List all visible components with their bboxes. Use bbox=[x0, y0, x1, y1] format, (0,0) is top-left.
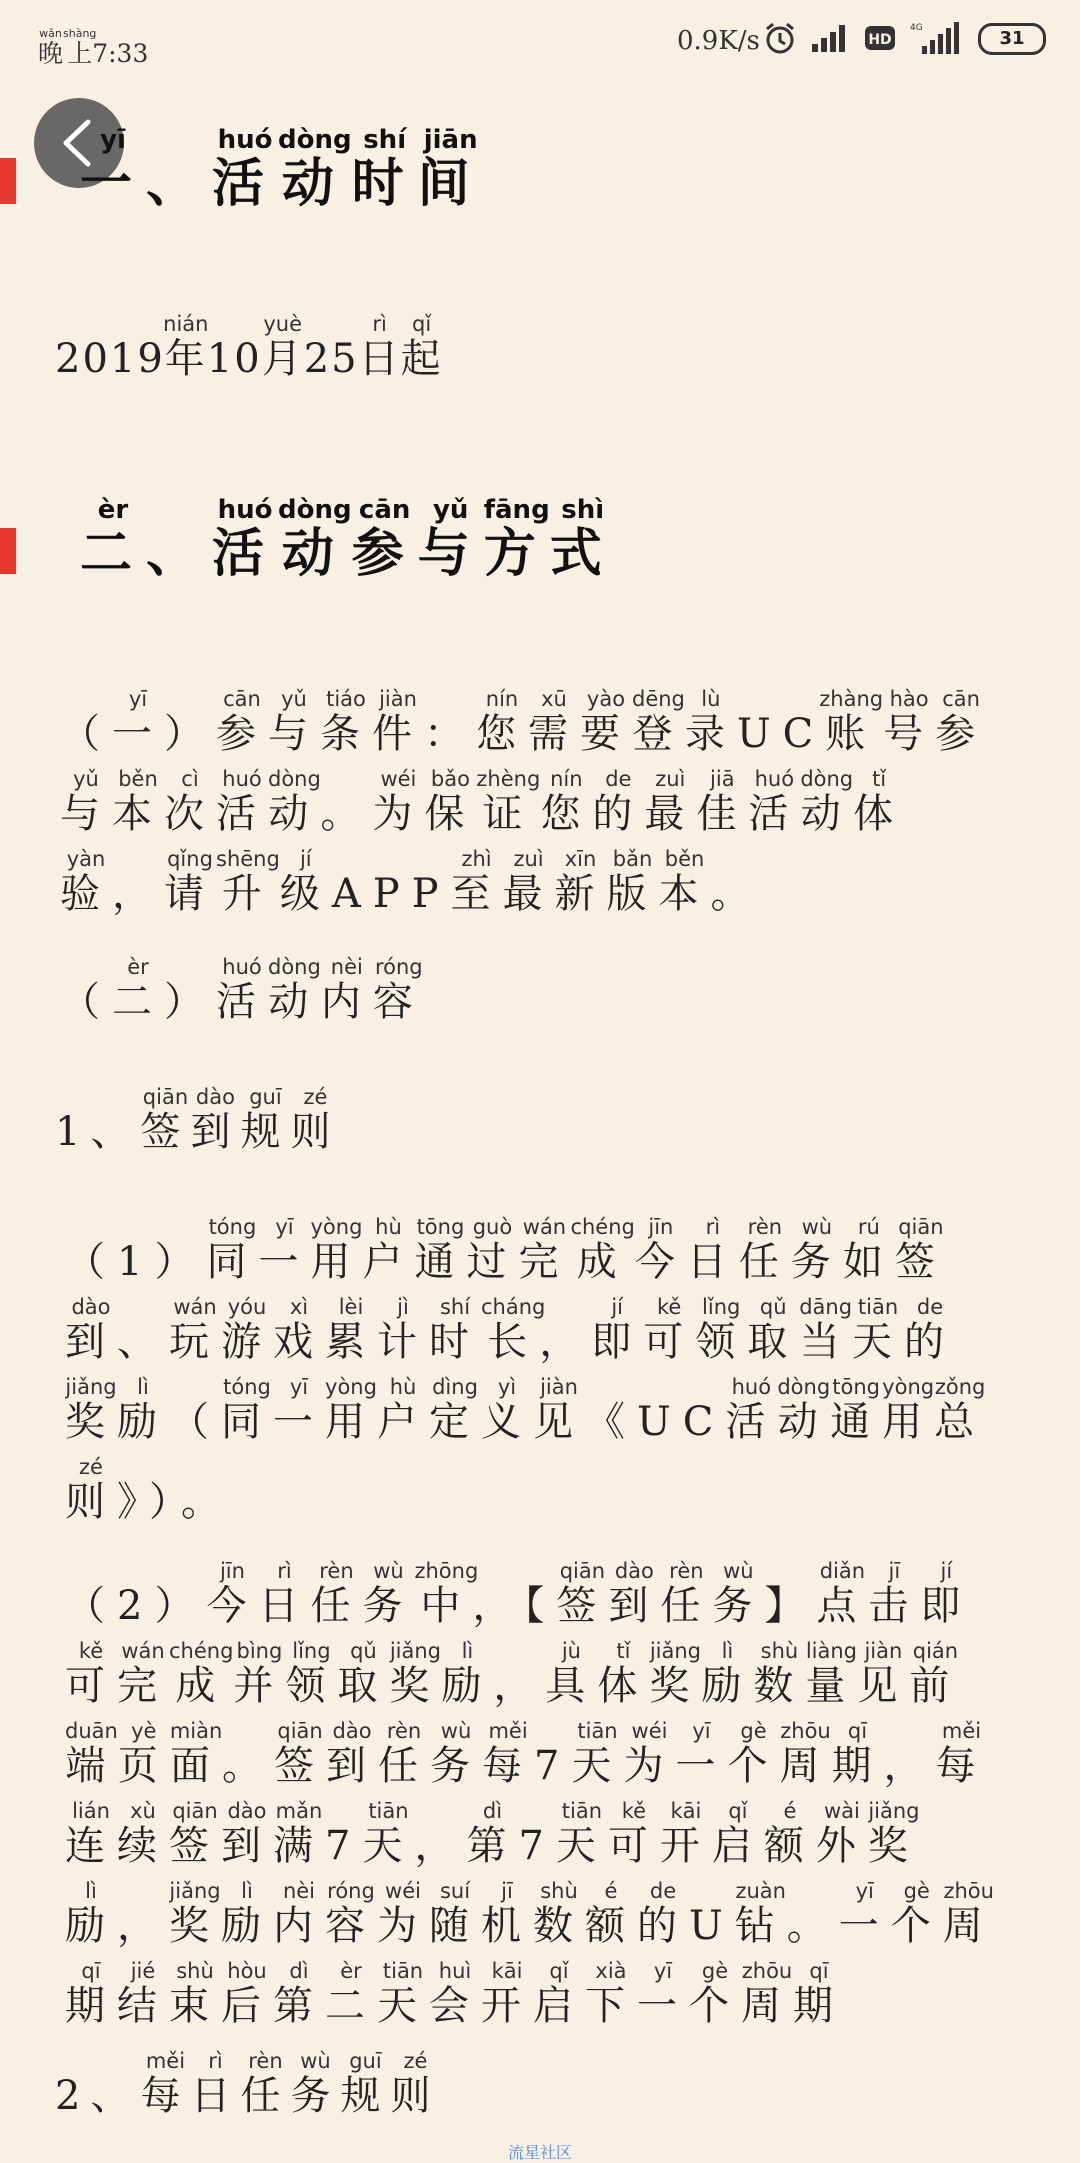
char-with-pinyin: 今jīn bbox=[634, 1215, 687, 1285]
char-with-pinyin: 间jiān bbox=[417, 125, 484, 214]
char-with-pinyin: 晚wǎn bbox=[38, 27, 64, 68]
char-with-pinyin: 第dì bbox=[466, 1799, 519, 1869]
char-with-pinyin: 务wù bbox=[362, 1559, 415, 1629]
char-with-pinyin: 新xīn bbox=[554, 847, 607, 917]
char-with-pinyin: 领lǐng bbox=[285, 1639, 338, 1709]
plain-text: 2019 bbox=[55, 336, 165, 382]
char-with-pinyin: 保bǎo bbox=[424, 767, 477, 837]
plain-text: 】 bbox=[764, 1583, 817, 1629]
hd-icon bbox=[864, 22, 896, 54]
char-with-pinyin: 义yì bbox=[481, 1375, 533, 1445]
char-with-pinyin: 签qiān bbox=[169, 1799, 221, 1869]
char-with-pinyin: 续xù bbox=[117, 1799, 169, 1869]
status-time-period bbox=[38, 27, 97, 68]
char-with-pinyin: 的de bbox=[904, 1295, 957, 1365]
char-with-pinyin: 签qiān bbox=[140, 1085, 191, 1155]
char-with-pinyin: 奖jiǎng bbox=[867, 1799, 920, 1869]
char-with-pinyin: 励lì bbox=[65, 1879, 117, 1949]
char-with-pinyin: 式shì bbox=[549, 495, 616, 584]
char-with-pinyin: 额é bbox=[585, 1879, 637, 1949]
char-with-pinyin: 开kāi bbox=[659, 1799, 712, 1869]
participation-conditions bbox=[60, 687, 988, 930]
char-with-pinyin: 今jīn bbox=[206, 1559, 259, 1629]
char-with-pinyin: 二èr bbox=[112, 955, 164, 1025]
plain-text: 7 bbox=[534, 1743, 572, 1789]
plain-text: ， bbox=[112, 871, 164, 917]
char-with-pinyin: 下xià bbox=[585, 1959, 637, 2029]
char-with-pinyin: 为wéi bbox=[372, 767, 425, 837]
char-with-pinyin: 端duān bbox=[65, 1719, 118, 1789]
char-with-pinyin: 级jí bbox=[279, 847, 332, 917]
char-with-pinyin: 内nèi bbox=[273, 1879, 325, 1949]
char-with-pinyin: 连lián bbox=[65, 1799, 117, 1869]
char-with-pinyin: 务wù bbox=[790, 1215, 843, 1285]
char-with-pinyin: 起qǐ bbox=[400, 312, 443, 382]
plain-text: 。 bbox=[710, 871, 763, 917]
char-with-pinyin: 过guò bbox=[466, 1215, 519, 1285]
section-marker-2 bbox=[0, 528, 16, 574]
char-with-pinyin: 玩wán bbox=[169, 1295, 221, 1365]
signal-icon bbox=[810, 22, 852, 54]
char-with-pinyin: 取qǔ bbox=[747, 1295, 800, 1365]
plain-text: ， bbox=[414, 1823, 467, 1869]
char-with-pinyin: 时shí bbox=[351, 125, 418, 214]
char-with-pinyin: 任rèn bbox=[738, 1215, 791, 1285]
char-with-pinyin: 参cān bbox=[935, 687, 988, 757]
char-with-pinyin: 账zhàng bbox=[819, 687, 884, 757]
plain-text: ， bbox=[493, 1663, 546, 1709]
char-with-pinyin: 日rì bbox=[190, 2049, 241, 2119]
char-with-pinyin: 活huó bbox=[212, 495, 279, 584]
plain-text: ， bbox=[539, 1319, 592, 1365]
char-with-pinyin: 开kāi bbox=[481, 1959, 533, 2029]
text-line bbox=[65, 1215, 986, 1298]
char-with-pinyin: 并bìng bbox=[233, 1639, 286, 1709]
char-with-pinyin: 次cì bbox=[164, 767, 216, 837]
char-with-pinyin: 时shí bbox=[429, 1295, 481, 1365]
char-with-pinyin: 点diǎn bbox=[816, 1559, 869, 1629]
char-with-pinyin: 任rèn bbox=[660, 1559, 713, 1629]
4g-signal-icon bbox=[908, 20, 962, 56]
char-with-pinyin: 动dòng bbox=[278, 495, 352, 584]
char-with-pinyin: 当dāng bbox=[799, 1295, 853, 1365]
char-with-pinyin: 最zuì bbox=[644, 767, 697, 837]
alarm-icon bbox=[762, 20, 798, 56]
char-with-pinyin: 完wán bbox=[518, 1215, 571, 1285]
char-with-pinyin: 则zé bbox=[390, 2049, 441, 2119]
char-with-pinyin: 任rèn bbox=[310, 1559, 363, 1629]
char-with-pinyin: 可kě bbox=[607, 1799, 660, 1869]
char-with-pinyin: 周zhōu bbox=[741, 1959, 793, 2029]
char-with-pinyin: 通tōng bbox=[414, 1215, 467, 1285]
char-with-pinyin: 活huó bbox=[216, 955, 268, 1025]
char-with-pinyin: 同tóng bbox=[206, 1215, 259, 1285]
char-with-pinyin: 一yī bbox=[637, 1959, 689, 2029]
char-with-pinyin: 会huì bbox=[429, 1959, 481, 2029]
text-line bbox=[60, 847, 987, 930]
char-with-pinyin: 启qǐ bbox=[711, 1799, 764, 1869]
char-with-pinyin: 到dào bbox=[65, 1295, 117, 1365]
plain-text: 、 bbox=[117, 1319, 169, 1365]
text-line bbox=[65, 1719, 995, 1802]
char-with-pinyin: 个gè bbox=[689, 1959, 741, 2029]
char-with-pinyin: 后hòu bbox=[221, 1959, 273, 2029]
char-with-pinyin: 束shù bbox=[169, 1959, 221, 2029]
char-with-pinyin: 长cháng bbox=[481, 1295, 546, 1365]
char-with-pinyin: 一yī bbox=[838, 1879, 891, 1949]
char-with-pinyin: 面miàn bbox=[169, 1719, 223, 1789]
char-with-pinyin: 天tiān bbox=[362, 1799, 415, 1869]
char-with-pinyin: 容róng bbox=[325, 1879, 377, 1949]
plain-text: 。 bbox=[320, 791, 373, 837]
plain-text: ： bbox=[424, 711, 476, 757]
char-with-pinyin: 条tiáo bbox=[320, 687, 372, 757]
char-with-pinyin: 即jí bbox=[591, 1295, 644, 1365]
char-with-pinyin: 期qī bbox=[793, 1959, 845, 2029]
char-with-pinyin: 同tóng bbox=[221, 1375, 273, 1445]
char-with-pinyin: 外wài bbox=[815, 1799, 868, 1869]
char-with-pinyin: 如rú bbox=[842, 1215, 895, 1285]
plain-text: UC bbox=[736, 711, 826, 757]
char-with-pinyin: 的de bbox=[637, 1879, 689, 1949]
char-with-pinyin: 钻zuàn bbox=[734, 1879, 787, 1949]
char-with-pinyin: 到dào bbox=[326, 1719, 379, 1789]
char-with-pinyin: 活huó bbox=[212, 125, 279, 214]
char-with-pinyin: 数shù bbox=[753, 1639, 806, 1709]
char-with-pinyin: 励lì bbox=[117, 1375, 169, 1445]
char-with-pinyin: 额é bbox=[763, 1799, 816, 1869]
char-with-pinyin: 月yuè bbox=[261, 312, 304, 382]
text-line bbox=[65, 1455, 986, 1538]
char-with-pinyin: 每měi bbox=[482, 1719, 535, 1789]
section-heading-1 bbox=[80, 125, 484, 216]
char-with-pinyin: 参cān bbox=[216, 687, 268, 757]
status-time bbox=[38, 28, 148, 70]
text-line bbox=[65, 1639, 995, 1722]
char-with-pinyin: 天tiān bbox=[852, 1295, 905, 1365]
char-with-pinyin: 用yòng bbox=[310, 1215, 363, 1285]
char-with-pinyin: 游yóu bbox=[221, 1295, 273, 1365]
plain-text: 25 bbox=[303, 336, 359, 382]
plain-text: （ bbox=[60, 979, 112, 1025]
plain-text: 2、 bbox=[55, 2073, 141, 2119]
char-with-pinyin: 天tiān bbox=[571, 1719, 624, 1789]
text-line bbox=[65, 1295, 986, 1378]
plain-text: 。 bbox=[786, 1903, 839, 1949]
text-line bbox=[65, 1959, 995, 2042]
status-bar bbox=[0, 0, 1080, 72]
char-with-pinyin: 奖jiǎng bbox=[65, 1375, 117, 1445]
char-with-pinyin: 与yǔ bbox=[417, 495, 484, 584]
char-with-pinyin: 到dào bbox=[190, 1085, 241, 1155]
watermark: 流星社区 bbox=[507, 2143, 572, 2162]
char-with-pinyin: 您nín bbox=[540, 767, 593, 837]
char-with-pinyin: 领lǐng bbox=[695, 1295, 748, 1365]
plain-text: 》）。 bbox=[117, 1479, 233, 1525]
battery-indicator: 31 bbox=[978, 23, 1046, 55]
char-with-pinyin: 容róng bbox=[372, 955, 425, 1025]
char-with-pinyin: 动dòng bbox=[268, 955, 321, 1025]
svg-text:4G: 4G bbox=[910, 23, 923, 33]
char-with-pinyin: 活huó bbox=[216, 767, 268, 837]
char-with-pinyin: 可kě bbox=[65, 1639, 117, 1709]
char-with-pinyin: 版bǎn bbox=[606, 847, 659, 917]
char-with-pinyin: 验yàn bbox=[60, 847, 112, 917]
char-with-pinyin: 二èr bbox=[80, 495, 147, 584]
char-with-pinyin: 取qǔ bbox=[337, 1639, 390, 1709]
sign-in-rules-heading bbox=[55, 1085, 341, 1157]
char-with-pinyin: 满mǎn bbox=[273, 1799, 325, 1869]
char-with-pinyin: 定dìng bbox=[429, 1375, 481, 1445]
activity-date bbox=[55, 312, 443, 384]
char-with-pinyin: 结jié bbox=[117, 1959, 169, 2029]
char-with-pinyin: 为wéi bbox=[623, 1719, 676, 1789]
text-line bbox=[65, 1799, 995, 1882]
char-with-pinyin: 方fāng bbox=[483, 495, 550, 584]
char-with-pinyin: 本běn bbox=[658, 847, 711, 917]
char-with-pinyin: 规guī bbox=[240, 1085, 291, 1155]
char-with-pinyin: 上shàng bbox=[63, 27, 97, 68]
char-with-pinyin: 与yǔ bbox=[60, 767, 112, 837]
plain-text: 、 bbox=[146, 524, 213, 584]
char-with-pinyin: 天tiān bbox=[555, 1799, 608, 1869]
char-with-pinyin: 则zé bbox=[290, 1085, 341, 1155]
char-with-pinyin: 要yào bbox=[580, 687, 632, 757]
plain-text: 、 bbox=[146, 154, 213, 214]
char-with-pinyin: 到dào bbox=[221, 1799, 273, 1869]
char-with-pinyin: 即jí bbox=[920, 1559, 973, 1629]
char-with-pinyin: 的de bbox=[592, 767, 645, 837]
char-with-pinyin: 天tiān bbox=[377, 1959, 429, 2029]
plain-text: （ bbox=[169, 1399, 221, 1445]
section-marker-1 bbox=[0, 158, 16, 204]
plain-text: （1） bbox=[65, 1239, 207, 1285]
char-with-pinyin: 周zhōu bbox=[779, 1719, 832, 1789]
char-with-pinyin: 每měi bbox=[140, 2049, 191, 2119]
section-heading-2 bbox=[80, 495, 616, 586]
char-with-pinyin: 励lì bbox=[221, 1879, 273, 1949]
char-with-pinyin: 具jù bbox=[545, 1639, 598, 1709]
char-with-pinyin: 户hù bbox=[377, 1375, 429, 1445]
char-with-pinyin: 您nín bbox=[476, 687, 528, 757]
char-with-pinyin: 量liàng bbox=[805, 1639, 858, 1709]
text-line bbox=[65, 1879, 995, 1962]
char-with-pinyin: 中zhōng bbox=[414, 1559, 479, 1629]
activity-content-heading bbox=[60, 955, 425, 1027]
char-with-pinyin: 签qiān bbox=[894, 1215, 947, 1285]
char-with-pinyin: 奖jiǎng bbox=[169, 1879, 221, 1949]
text-line bbox=[65, 1559, 995, 1642]
char-with-pinyin: 签qiān bbox=[274, 1719, 327, 1789]
char-with-pinyin: 期qī bbox=[831, 1719, 884, 1789]
text-line bbox=[60, 687, 988, 770]
char-with-pinyin: 一yī bbox=[80, 125, 147, 214]
char-with-pinyin: 击jī bbox=[868, 1559, 921, 1629]
plain-text: ） bbox=[164, 979, 216, 1025]
char-with-pinyin: 戏xì bbox=[273, 1295, 325, 1365]
char-with-pinyin: 录lù bbox=[684, 687, 737, 757]
text-line bbox=[60, 767, 987, 850]
plain-text: 7 bbox=[518, 1823, 556, 1869]
char-with-pinyin: 随suí bbox=[429, 1879, 481, 1949]
char-with-pinyin: 年nián bbox=[163, 312, 209, 382]
char-with-pinyin: 页yè bbox=[117, 1719, 170, 1789]
svg-text:HD: HD bbox=[868, 32, 892, 48]
char-with-pinyin: 佳jiā bbox=[696, 767, 749, 837]
plain-text: ，【 bbox=[472, 1583, 557, 1629]
char-with-pinyin: 累lèi bbox=[325, 1295, 377, 1365]
plain-text: ， bbox=[883, 1743, 936, 1789]
char-with-pinyin: 一yī bbox=[273, 1375, 325, 1445]
char-with-pinyin: 证zhèng bbox=[476, 767, 541, 837]
char-with-pinyin: 升shēng bbox=[216, 847, 280, 917]
char-with-pinyin: 完wán bbox=[117, 1639, 169, 1709]
char-with-pinyin: 总zǒng bbox=[934, 1375, 987, 1445]
plain-text: 《UC bbox=[585, 1399, 726, 1445]
plain-text: APP bbox=[331, 871, 451, 917]
char-with-pinyin: 见jiàn bbox=[857, 1639, 910, 1709]
char-with-pinyin: 机jī bbox=[481, 1879, 533, 1949]
text-line bbox=[65, 1375, 987, 1458]
char-with-pinyin: 用yòng bbox=[325, 1375, 377, 1445]
char-with-pinyin: 计jì bbox=[377, 1295, 429, 1365]
char-with-pinyin: 成chéng bbox=[169, 1639, 234, 1709]
char-with-pinyin: 件jiàn bbox=[372, 687, 424, 757]
char-with-pinyin: 则zé bbox=[65, 1455, 117, 1525]
char-with-pinyin: 到dào bbox=[608, 1559, 661, 1629]
char-with-pinyin: 一yī bbox=[112, 687, 164, 757]
char-with-pinyin: 个gè bbox=[890, 1879, 943, 1949]
char-with-pinyin: 成chéng bbox=[570, 1215, 635, 1285]
char-with-pinyin: 一yī bbox=[675, 1719, 728, 1789]
daily-task-rules-heading bbox=[55, 2049, 441, 2121]
char-with-pinyin: 奖jiǎng bbox=[389, 1639, 442, 1709]
status-icons bbox=[762, 18, 962, 58]
char-with-pinyin: 可kě bbox=[643, 1295, 696, 1365]
char-with-pinyin: 务wù bbox=[430, 1719, 483, 1789]
char-with-pinyin: 为wéi bbox=[377, 1879, 429, 1949]
char-with-pinyin: 二èr bbox=[325, 1959, 377, 2029]
char-with-pinyin: 最zuì bbox=[502, 847, 555, 917]
char-with-pinyin: 动dòng bbox=[268, 767, 321, 837]
network-speed: 0.9K/s bbox=[677, 26, 760, 56]
char-with-pinyin: 日rì bbox=[686, 1215, 739, 1285]
char-with-pinyin: 通tōng bbox=[830, 1375, 883, 1445]
char-with-pinyin: 动dòng bbox=[777, 1375, 831, 1445]
char-with-pinyin: 励lì bbox=[701, 1639, 754, 1709]
plain-text: ） bbox=[164, 711, 216, 757]
char-with-pinyin: 日rì bbox=[358, 312, 401, 382]
char-with-pinyin: 户hù bbox=[362, 1215, 415, 1285]
char-with-pinyin: 日rì bbox=[258, 1559, 311, 1629]
char-with-pinyin: 每měi bbox=[935, 1719, 988, 1789]
plain-text: 10 bbox=[206, 336, 262, 382]
char-with-pinyin: 务wù bbox=[712, 1559, 765, 1629]
plain-text: 7 bbox=[325, 1823, 363, 1869]
char-with-pinyin: 参cān bbox=[351, 495, 418, 584]
char-with-pinyin: 需xū bbox=[528, 687, 580, 757]
char-with-pinyin: 任rèn bbox=[240, 2049, 291, 2119]
char-with-pinyin: 请qǐng bbox=[164, 847, 216, 917]
char-with-pinyin: 用yòng bbox=[882, 1375, 935, 1445]
char-with-pinyin: 一yī bbox=[258, 1215, 311, 1285]
char-with-pinyin: 至zhì bbox=[450, 847, 503, 917]
char-with-pinyin: 前qián bbox=[909, 1639, 962, 1709]
plain-text: （ bbox=[60, 711, 112, 757]
char-with-pinyin: 活huó bbox=[748, 767, 801, 837]
char-with-pinyin: 登dēng bbox=[632, 687, 685, 757]
char-with-pinyin: 体tǐ bbox=[597, 1639, 650, 1709]
char-with-pinyin: 启qǐ bbox=[533, 1959, 585, 2029]
status-time-value: 7:33 bbox=[92, 39, 149, 68]
char-with-pinyin: 期qī bbox=[65, 1959, 117, 2029]
char-with-pinyin: 奖jiǎng bbox=[649, 1639, 702, 1709]
char-with-pinyin: 数shù bbox=[533, 1879, 585, 1949]
char-with-pinyin: 内nèi bbox=[320, 955, 373, 1025]
char-with-pinyin: 周zhōu bbox=[942, 1879, 995, 1949]
char-with-pinyin: 务wù bbox=[290, 2049, 341, 2119]
sign-in-rule-2 bbox=[65, 1559, 995, 2042]
char-with-pinyin: 励lì bbox=[441, 1639, 494, 1709]
char-with-pinyin: 任rèn bbox=[378, 1719, 431, 1789]
char-with-pinyin: 动dòng bbox=[278, 125, 352, 214]
char-with-pinyin: 第dì bbox=[273, 1959, 325, 2029]
plain-text: 1、 bbox=[55, 1109, 141, 1155]
char-with-pinyin: 活huó bbox=[725, 1375, 778, 1445]
plain-text: ， bbox=[117, 1903, 169, 1949]
char-with-pinyin: 个gè bbox=[727, 1719, 780, 1789]
char-with-pinyin: 号hào bbox=[883, 687, 936, 757]
char-with-pinyin: 动dòng bbox=[800, 767, 854, 837]
plain-text: 。 bbox=[222, 1743, 275, 1789]
plain-text: U bbox=[689, 1903, 735, 1949]
char-with-pinyin: 与yǔ bbox=[268, 687, 320, 757]
char-with-pinyin: 见jiàn bbox=[533, 1375, 585, 1445]
char-with-pinyin: 体tǐ bbox=[853, 767, 906, 837]
plain-text: （2） bbox=[65, 1583, 207, 1629]
sign-in-rule-1 bbox=[65, 1215, 987, 1538]
char-with-pinyin: 本běn bbox=[112, 767, 164, 837]
char-with-pinyin: 签qiān bbox=[556, 1559, 609, 1629]
char-with-pinyin: 规guī bbox=[340, 2049, 391, 2119]
